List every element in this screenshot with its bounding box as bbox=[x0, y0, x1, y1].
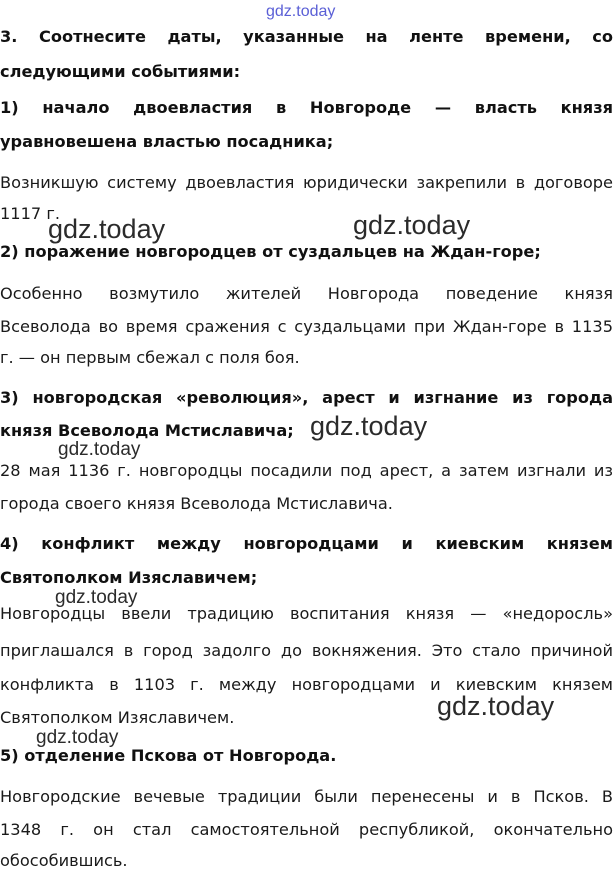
item-2-heading-line-1: 2) поражение новгородцев от суздальцев на Ждан-горе; bbox=[0, 242, 541, 261]
item-4-body-line-2: приглашался в город задолго до вокняжения. Это стало причиной bbox=[0, 641, 613, 660]
watermark: gdz.today bbox=[48, 214, 166, 244]
item-1-body-line-1: Возникшую систему двоевластия юридически закрепили в договоре bbox=[0, 173, 613, 192]
watermark: gdz.today bbox=[55, 587, 138, 608]
watermark: gdz.today bbox=[353, 210, 471, 240]
item-3-heading-line-2: князя Всеволода Мстиславича; bbox=[0, 421, 294, 440]
item-2-body-line-1: Особенно возмутило жителей Новгорода поведение князя bbox=[0, 284, 613, 303]
task-title-line-1: 3. Соотнесите даты, указанные на ленте времени, со bbox=[0, 27, 613, 46]
watermark: gdz.today bbox=[437, 691, 555, 721]
item-5-body-line-2: 1348 г. он стал самостоятельной республикой, окончательно bbox=[0, 820, 613, 839]
item-4-heading-line-2: Святополком Изяславичем; bbox=[0, 568, 258, 587]
item-4-body-line-1: Новгородцы ввели традицию воспитания князя — «недоросль» bbox=[0, 604, 613, 623]
item-4-body-line-4: Святополком Изяславичем. bbox=[0, 708, 235, 727]
task-title-line-2: следующими событиями: bbox=[0, 62, 241, 81]
item-5-body-line-3: обособившись. bbox=[0, 851, 128, 870]
watermark: gdz.today bbox=[58, 439, 141, 460]
item-2-body-line-3: г. — он первым сбежал с поля боя. bbox=[0, 348, 300, 367]
item-1-body-line-2: 1117 г. bbox=[0, 204, 60, 223]
item-1-heading-line-2: уравновешена властью посадника; bbox=[0, 132, 334, 151]
watermark: gdz.today bbox=[36, 727, 119, 748]
item-5-body-line-1: Новгородские вечевые традиции были перенесены и в Псков. В bbox=[0, 787, 613, 806]
item-3-body-line-1: 28 мая 1136 г. новгородцы посадили под арест, а затем изгнали из bbox=[0, 461, 613, 480]
item-3-heading-line-1: 3) новгородская «революция», арест и изгнание из города bbox=[0, 388, 613, 407]
item-2-body-line-2: Всеволода во время сражения с суздальцами при Ждан-горе в 1135 bbox=[0, 317, 613, 336]
item-4-heading-line-1: 4) конфликт между новгородцами и киевским князем bbox=[0, 534, 613, 553]
item-3-body-line-2: города своего князя Всеволода Мстиславича. bbox=[0, 494, 393, 513]
item-5-heading-line-1: 5) отделение Пскова от Новгорода. bbox=[0, 746, 337, 765]
watermark-top: gdz.today bbox=[266, 3, 336, 20]
watermark: gdz.today bbox=[310, 411, 428, 441]
item-4-body-line-3: конфликта в 1103 г. между новгородцами и киевским князем bbox=[0, 675, 613, 694]
item-1-heading-line-1: 1) начало двоевластия в Новгороде — власть князя bbox=[0, 98, 613, 117]
